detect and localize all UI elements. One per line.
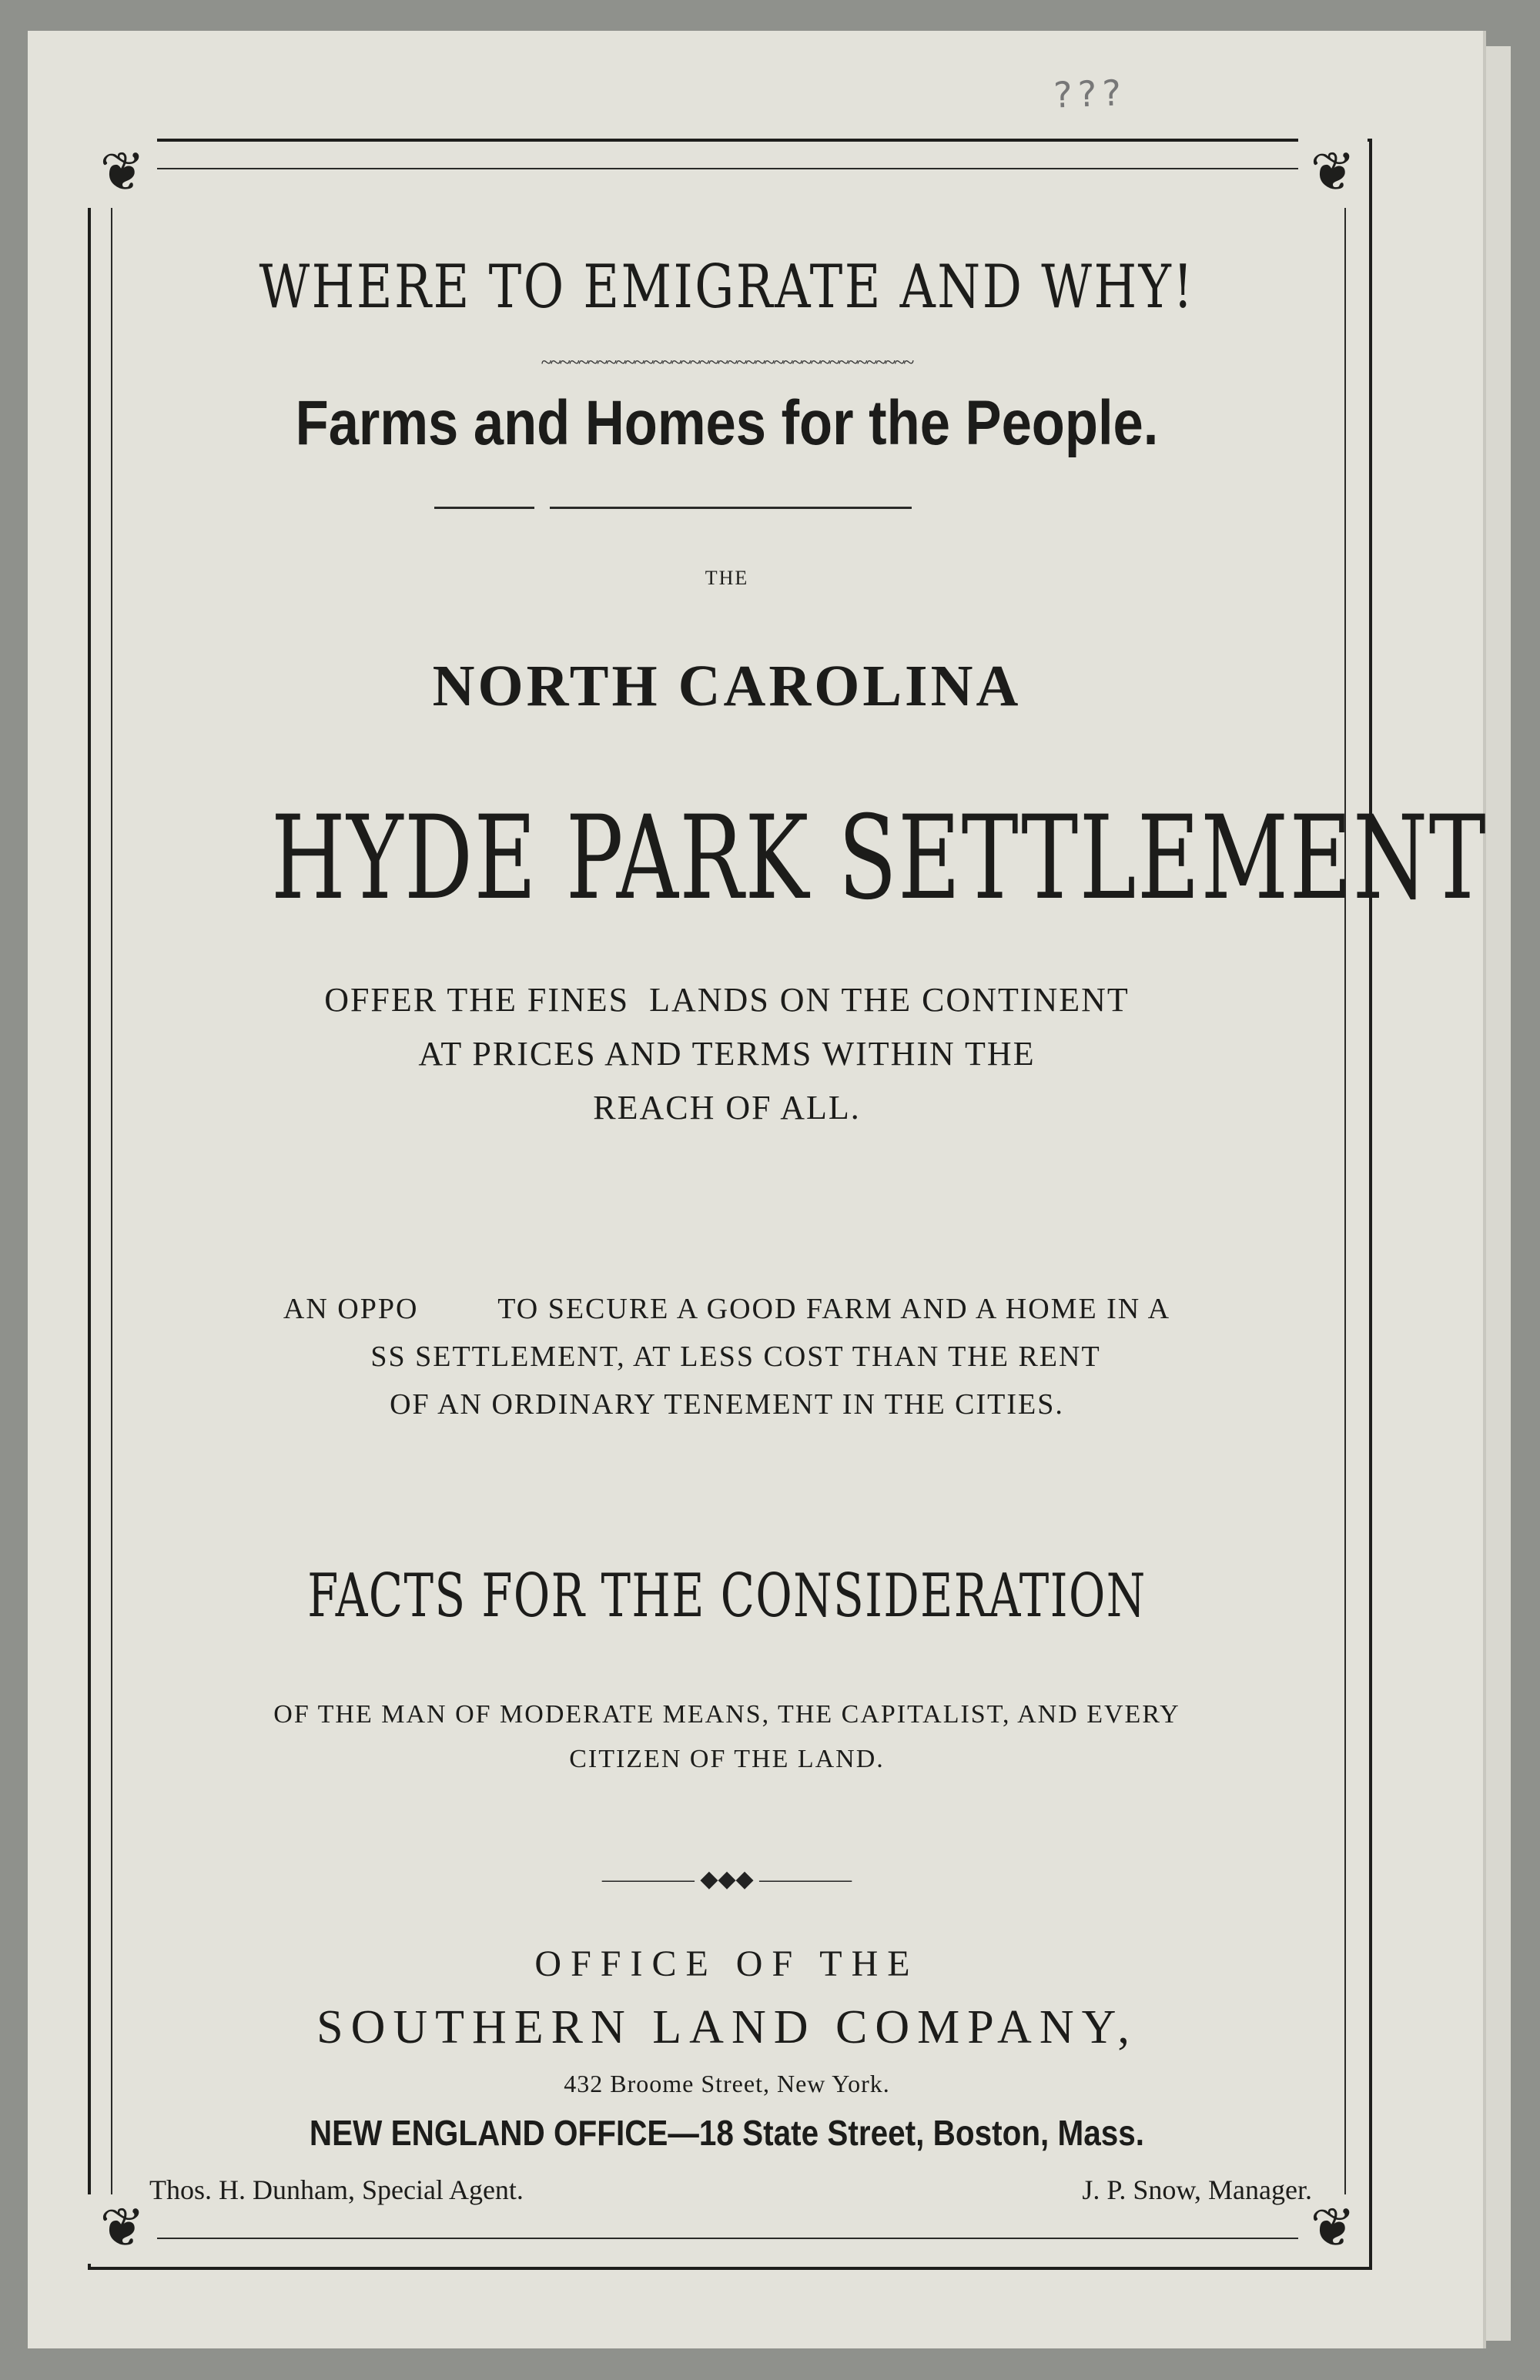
divider-short [434, 507, 534, 509]
ornament-divider: ———— ◆◆◆ ———— [601, 1866, 852, 1892]
company-name: SOUTHERN LAND COMPANY, [316, 2001, 1137, 2054]
new-england-office: NEW ENGLAND OFFICE—18 State Street, Boston, Mass. [309, 2113, 1145, 2153]
special-agent: Thos. H. Dunham, Special Agent. [149, 2174, 524, 2205]
settlement-title: HYDE PARK SETTLEMENT [271, 792, 1488, 926]
corner-ornament-icon: ❦ [88, 2194, 157, 2264]
opportunity-line: OF AN ORDINARY TENEMENT IN THE CITIES. [390, 1388, 1064, 1421]
consideration-line: OF THE MAN OF MODERATE MEANS, THE CAPITALIST, AND EVERY [273, 1700, 1180, 1729]
offer-line: REACH OF ALL. [593, 1089, 861, 1126]
offer-line: OFFER THE FINES LANDS ON THE CONTINENT [324, 981, 1130, 1019]
handwritten-note: ??? [1051, 72, 1127, 116]
subheadline: Farms and Homes for the People. [295, 388, 1159, 458]
opportunity-line: AN OPPO TO SECURE A GOOD FARM AND A HOME IN A [283, 1293, 1171, 1325]
opportunity-line: SS SETTLEMENT, AT LESS COST THAN THE RENT [353, 1341, 1101, 1373]
facts-heading: FACTS FOR THE CONSIDERATION [307, 1562, 1147, 1631]
wavy-rule: ~~~~~~~~~~~~~~~~~~~~~~~~~~~~~~~~~~~~~~~~ [541, 351, 913, 373]
offer-line: AT PRICES AND TERMS WITHIN THE [418, 1035, 1036, 1073]
consideration-line: CITIZEN OF THE LAND. [569, 1745, 885, 1773]
divider-long [550, 507, 912, 509]
the-label: THE [705, 567, 749, 589]
company-address: 432 Broome Street, New York. [564, 2070, 890, 2097]
headline: WHERE TO EMIGRATE AND WHY! [259, 253, 1195, 322]
corner-ornament-icon: ❦ [1298, 2194, 1368, 2264]
corner-ornament-icon: ❦ [1298, 139, 1368, 208]
office-of-the: OFFICE OF THE [534, 1943, 919, 1984]
manager: J. P. Snow, Manager. [1082, 2174, 1312, 2205]
corner-ornament-icon: ❦ [88, 139, 157, 208]
document-page [28, 31, 1488, 2348]
document-content [111, 168, 1488, 2236]
state-title: NORTH CAROLINA [432, 654, 1022, 718]
